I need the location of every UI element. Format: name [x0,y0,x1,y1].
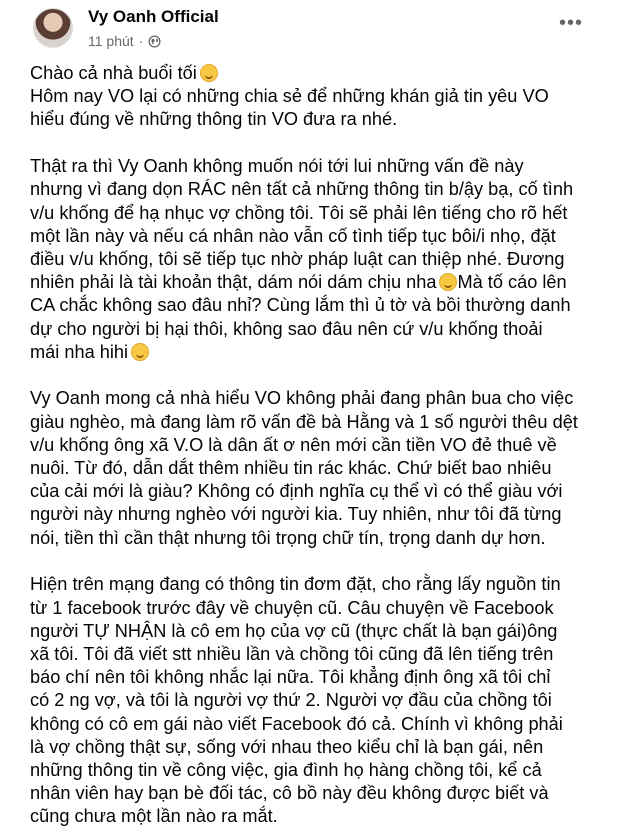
post-line [30,271,612,294]
post-paragraph [30,155,612,364]
post-line [30,155,612,178]
line-text: Hiện trên mạng đang có thông tin đơm đặt, cho rằng lấy nguồn tin [30,574,561,595]
more-horizontal-icon[interactable]: ••• [558,12,583,34]
post-line [30,643,612,666]
post-line [30,457,612,480]
line-text: một lần này và nếu cá nhân nào vẫn cố tình tiếp tục bôi/i nhọ, đặt [30,225,556,246]
post-header [0,0,620,62]
line-text: nói, tiền thì cần thật nhưng tôi trọng chữ tín, trọng danh dự hơn. [30,527,546,548]
post-line [30,620,612,643]
grinning-face-emoji-icon [439,273,457,291]
line-text: xã tôi. Tôi đã viết stt nhiều lần và chồng tôi cũng đã lên tiếng trên [30,643,554,664]
line-text: điều v/u khống, tôi sẽ tiếp tục nhờ pháp luật can thiệp nhé. Đương [30,248,565,269]
post-line [30,225,612,248]
post-line [30,689,612,712]
line-text: CA chắc không sao đâu nhỉ? Cùng lắm thì ủ tờ và bồi thường danh [30,295,571,316]
post-line [30,434,612,457]
line-text: nhiên phải là tài khoản thật, dám nói dám chịu nha [30,272,437,293]
avatar[interactable] [33,8,73,48]
line-text: giàu nghèo, mà đang làm rõ vấn đề bà Hằng và 1 số người thêu dệt [30,411,578,432]
line-text: v/u khống để hạ nhục vợ chồng tôi. Tôi sẽ phải lên tiếng cho rõ hết [30,202,568,223]
post-paragraph [30,573,612,828]
line-text: hiểu đúng về những thông tin VO đưa ra nhé. [30,109,398,130]
post-line [30,85,612,108]
post-line [30,503,612,526]
line-text: có 2 ng vợ, và tôi là người vợ thứ 2. Người vợ đầu của chồng tôi [30,690,552,711]
line-text: nuôi. Từ đó, dẫn dắt thêm nhiều tin rác khác. Chứ biết bao nhiêu [30,458,552,479]
line-text-after: Mà tố cáo lên [457,272,567,293]
post-line [30,597,612,620]
line-text: Hôm nay VO lại có những chia sẻ để những khán giả tin yêu VO [30,86,549,107]
post-line [30,573,612,596]
post-line [30,480,612,503]
post-line [30,527,612,550]
line-text: từ 1 facebook trước đây về chuyện cũ. Câu chuyện về Facebook [30,597,554,618]
line-text: Chào cả nhà buổi tối [30,63,197,83]
line-text: của cải mới là giàu? Không có định nghĩa cụ thể vì có thể giàu với [30,481,563,502]
line-text: Thật ra thì Vy Oanh không muốn nói tới lui những vấn đề này [30,156,524,177]
line-text: không có cô em gái nào viết Facebook đó cả. Chính vì không phải [30,713,563,734]
line-text: những thông tin về công việc, gia đình họ hàng chồng tôi, kể cả [30,759,542,780]
post-line [30,782,612,805]
post-paragraph [30,387,612,549]
post-paragraph [30,62,612,132]
post-line [30,341,612,364]
post-time[interactable]: 11 phút [88,33,134,49]
line-text: báo chí nên tôi không nhắc lại nữa. Tôi khẳng định ông xã tôi chỉ [30,667,551,688]
line-text: người này nhưng nghèo với người kia. Tuy nhiên, như tôi đã từng [30,504,562,525]
post-line [30,666,612,689]
post-line [30,62,612,85]
smiling-face-emoji-icon [200,64,218,82]
post-line [30,202,612,225]
line-text: mái nha hihi [30,341,129,362]
post-line [30,318,612,341]
post-line [30,178,612,201]
post-line [30,759,612,782]
smiling-face-emoji-icon [131,343,149,361]
line-text: nhưng vì đang dọn RÁC nên tất cả những thông tin b/ậy bạ, cố tình [30,179,574,200]
globe-icon[interactable] [148,35,161,48]
post-line [30,294,612,317]
author-name[interactable]: Vy Oanh Official [88,7,219,26]
line-text: nhân viên hay bạn bè đối tác, cô bồ này đều không được biết và [30,783,549,804]
post-line [30,108,612,131]
post-body [30,62,612,829]
line-text: dự cho người bị hại thôi, không sao đâu nên cứ v/u khống thoải [30,318,543,339]
post-line [30,248,612,271]
post-line [30,736,612,759]
post-line [30,411,612,434]
meta-separator: · [138,33,144,49]
line-text: cũng chưa một lần nào ra mắt. [30,806,278,827]
post-meta [88,33,161,49]
line-text: người TỰ NHẬN là cô em họ của vợ cũ (thực chất là bạn gái)ông [30,620,558,641]
line-text: Vy Oanh mong cả nhà hiểu VO không phải đang phân bua cho việc [30,388,574,409]
line-text: là vợ chồng thật sự, sống với nhau theo kiểu chỉ là bạn gái, nên [30,736,544,757]
post-line [30,713,612,736]
post-line [30,387,612,410]
line-text: v/u khống ông xã V.O là dân ất ơ nên mới cần tiền VO đẻ thuê về [30,434,557,455]
